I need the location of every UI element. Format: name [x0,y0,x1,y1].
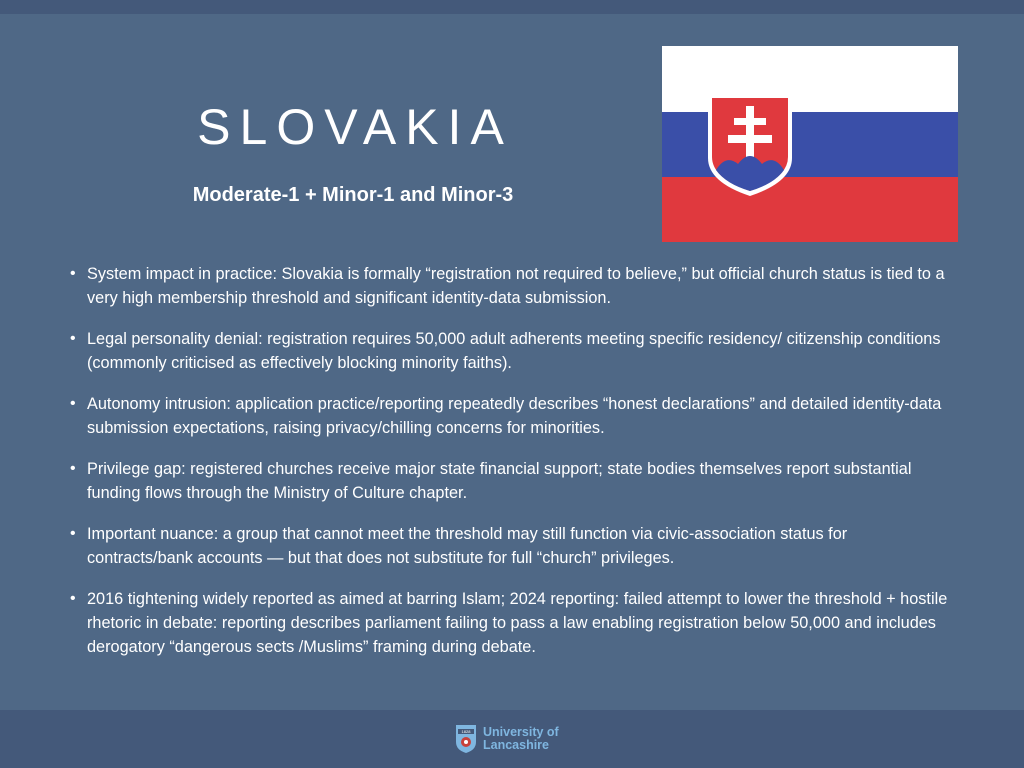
bullet-item: • Privilege gap: registered churches receive major state financial support; state bodies themselves report substantial funding flows through the Ministry of Culture chapter. [70,457,950,505]
logo-text [483,726,559,752]
top-strip [0,0,1024,14]
university-logo [455,724,575,758]
bullet-item: • System impact in practice: Slovakia is formally “registration not required to believe,” but official church status is tied to a very high membership threshold and significant identity-data submission. [70,262,950,310]
page-title: SLOVAKIA [197,99,513,155]
logo-year: 1828 [461,729,471,734]
bullet-item: • Autonomy intrusion: application practice/reporting repeatedly describes “honest declarations” and detailed identity-data submission expectations, raising privacy/chilling concerns for minorities. [70,392,950,440]
logo-line-1: University of [483,725,559,739]
bullet-list [70,262,950,676]
bullet-item: • 2016 tightening widely reported as aimed at barring Islam; 2024 reporting: failed attempt to lower the threshold + hostile rhetoric in debate: reporting describes parliament failing to pass a law enabling registration below 50,000 and includes derogatory “dangerous sects /Muslims” framing during debate. [70,587,950,659]
logo-line-2: Lancashire [483,738,550,752]
footer-bar [0,710,1024,768]
slovakia-flag-icon [662,46,958,242]
university-crest-icon [455,724,477,754]
bullet-item: • Important nuance: a group that cannot meet the threshold may still function via civic-association status for contracts/bank accounts — but that does not substitute for full “church” privileges. [70,522,950,570]
page-subtitle: Moderate-1 + Minor-1 and Minor-3 [192,184,514,206]
bullet-item: • Legal personality denial: registration requires 50,000 adult adherents meeting specific residency/ citizenship conditions (commonly criticised as effectively blocking minority faiths). [70,327,950,375]
slide [0,14,1024,710]
